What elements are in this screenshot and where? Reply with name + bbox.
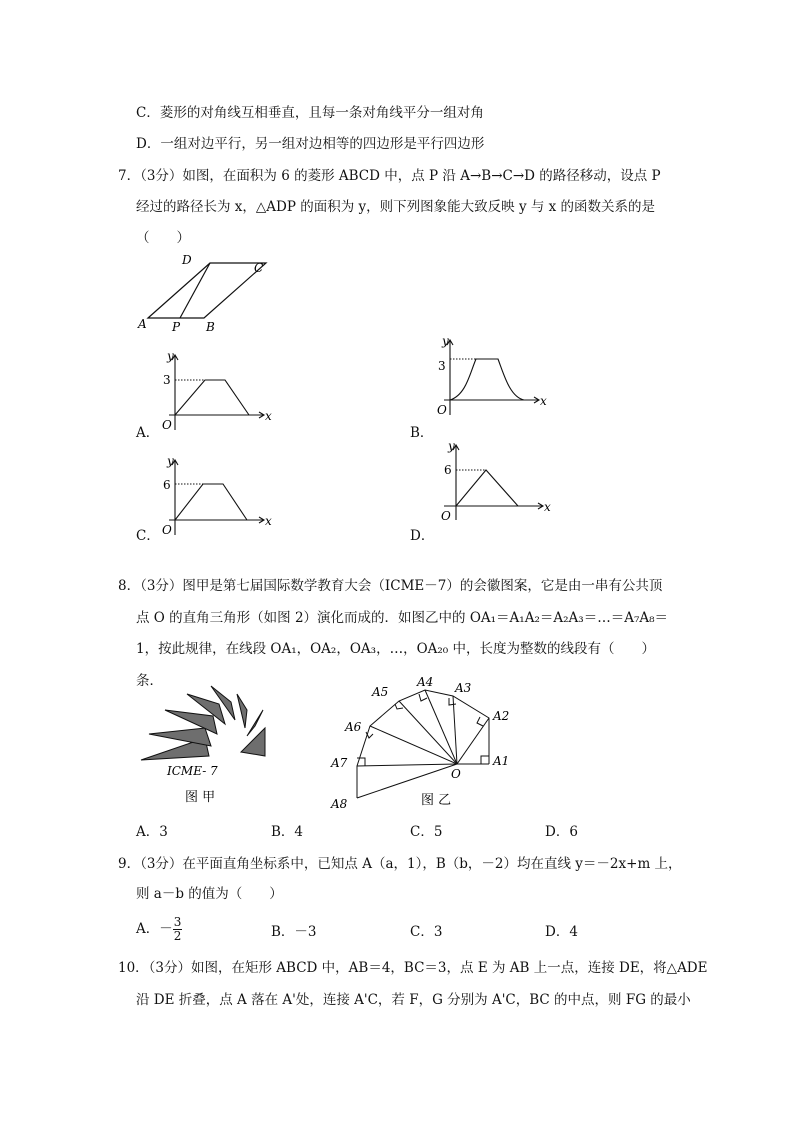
q9-stem-line1: 9．（3分）在平面直角坐标系中，已知点 A（a，1），B（b，－2）均在直线 y＝－2x+m 上， [118, 856, 682, 872]
graph-a-peak-label: 3 [163, 373, 171, 387]
rhombus-label-a: A [138, 317, 147, 331]
q7-stem-line1: 7．（3分）如图，在面积为 6 的菱形 ABCD 中，点 P 沿 A→B→C→D 的路径移动，设点 P [118, 168, 661, 184]
q7-stem-line2: 经过的路径长为 x，△ADP 的面积为 y，则下列图象能大致反映 y 与 x 的函数关系的是 [136, 199, 656, 215]
q9-option-d: D．4 [545, 924, 578, 940]
q7-graph-a [155, 350, 280, 435]
q8-option-a: A．3 [136, 824, 168, 840]
q9-option-b: B．－3 [271, 924, 317, 940]
graph-d-origin: O [441, 509, 451, 523]
q8-option-b: B．4 [271, 824, 304, 840]
graph-d-y-label: y [448, 440, 455, 453]
q8-figure-jia [135, 680, 275, 810]
q9-option-a-numerator: 3 [173, 915, 182, 929]
graph-c-peak-label: 6 [163, 478, 171, 492]
q7-graph-b [430, 335, 555, 420]
graph-b-peak-label: 3 [438, 359, 446, 373]
graph-c-origin: O [162, 523, 172, 537]
q10-stem-line1: 10．（3分）如图，在矩形 ABCD 中，AB＝4，BC＝3，点 E 为 AB 上一点，连接 DE，将△ADE [118, 960, 708, 976]
q7-option-b-letter: B． [410, 425, 434, 441]
figure-yi-caption: 图 乙 [421, 793, 452, 808]
graph-a-origin: O [162, 418, 172, 432]
rhombus-label-c: C [254, 261, 264, 275]
graph-a-y-label: y [167, 350, 174, 363]
q8-stem-line1: 8．（3分）图甲是第七届国际数学教育大会（ICME－7）的会徽图案，它是由一串有公共顶 [118, 578, 663, 594]
yi-label-a1: A1 [493, 754, 510, 768]
yi-label-a8: A8 [331, 797, 348, 811]
rhombus-label-b: B [206, 320, 215, 334]
graph-b-x-label: x [540, 394, 547, 408]
q8-option-c: C．5 [410, 824, 443, 840]
graph-b-y-label: y [442, 335, 449, 348]
q7-option-d-letter: D． [410, 528, 435, 544]
q7-rhombus-figure [130, 250, 280, 335]
q8-stem-line4: 条． [136, 673, 163, 689]
rhombus-label-d: D [182, 253, 192, 267]
yi-label-a3: A3 [455, 681, 472, 695]
q7-option-a-letter: A． [136, 425, 160, 441]
graph-d-peak-label: 6 [444, 463, 452, 477]
q7-graph-c [155, 455, 280, 540]
q8-stem-line2: 点 O 的直角三角形（如图 2）演化而成的．如图乙中的 OA₁＝A₁A₂＝A₂A₃＝…＝A₇A₈＝ [136, 610, 669, 626]
yi-label-a2: A2 [493, 709, 510, 723]
graph-d-x-label: x [544, 500, 551, 514]
q6-option-d: D．一组对边平行，另一组对边相等的四边形是平行四边形 [136, 136, 485, 152]
yi-label-o: O [451, 767, 461, 781]
graph-c-y-label: y [167, 455, 174, 468]
q9-option-a-denominator: 2 [173, 929, 182, 943]
yi-label-a5: A5 [372, 685, 389, 699]
q7-option-c-letter: C． [136, 528, 160, 544]
q10-stem-line2: 沿 DE 折叠，点 A 落在 A'处，连接 A'C，若 F，G 分别为 A'C，BC 的中点，则 FG 的最小 [136, 992, 691, 1008]
q9-option-a-prefix: A．－ [136, 921, 173, 937]
yi-label-a4: A4 [417, 675, 434, 689]
q9-option-a-fraction [173, 916, 183, 943]
yi-label-a7: A7 [331, 756, 348, 770]
rhombus-label-p: P [172, 320, 181, 334]
q8-figure-yi [325, 668, 525, 813]
graph-c-x-label: x [265, 514, 272, 528]
q9-option-c: C．3 [410, 924, 443, 940]
yi-label-a6: A6 [345, 720, 362, 734]
q9-option-a [136, 916, 182, 943]
q9-stem-line2: 则 a－b 的值为（ ） [136, 886, 283, 902]
q7-graph-d [430, 440, 555, 525]
figure-jia-caption: 图 甲 [185, 790, 216, 805]
q8-option-d: D．6 [545, 824, 578, 840]
q7-stem-line3: （ ） [136, 230, 190, 246]
q8-stem-line3: 1，按此规律，在线段 OA₁，OA₂，OA₃，…，OA₂₀ 中，长度为整数的线段有（ ） [136, 641, 655, 657]
icme-logo-text: ICME- 7 [167, 764, 218, 778]
graph-a-x-label: x [265, 409, 272, 423]
graph-b-origin: O [437, 403, 447, 417]
q6-option-c: C．菱形的对角线互相垂直，且每一条对角线平分一组对角 [136, 105, 484, 121]
